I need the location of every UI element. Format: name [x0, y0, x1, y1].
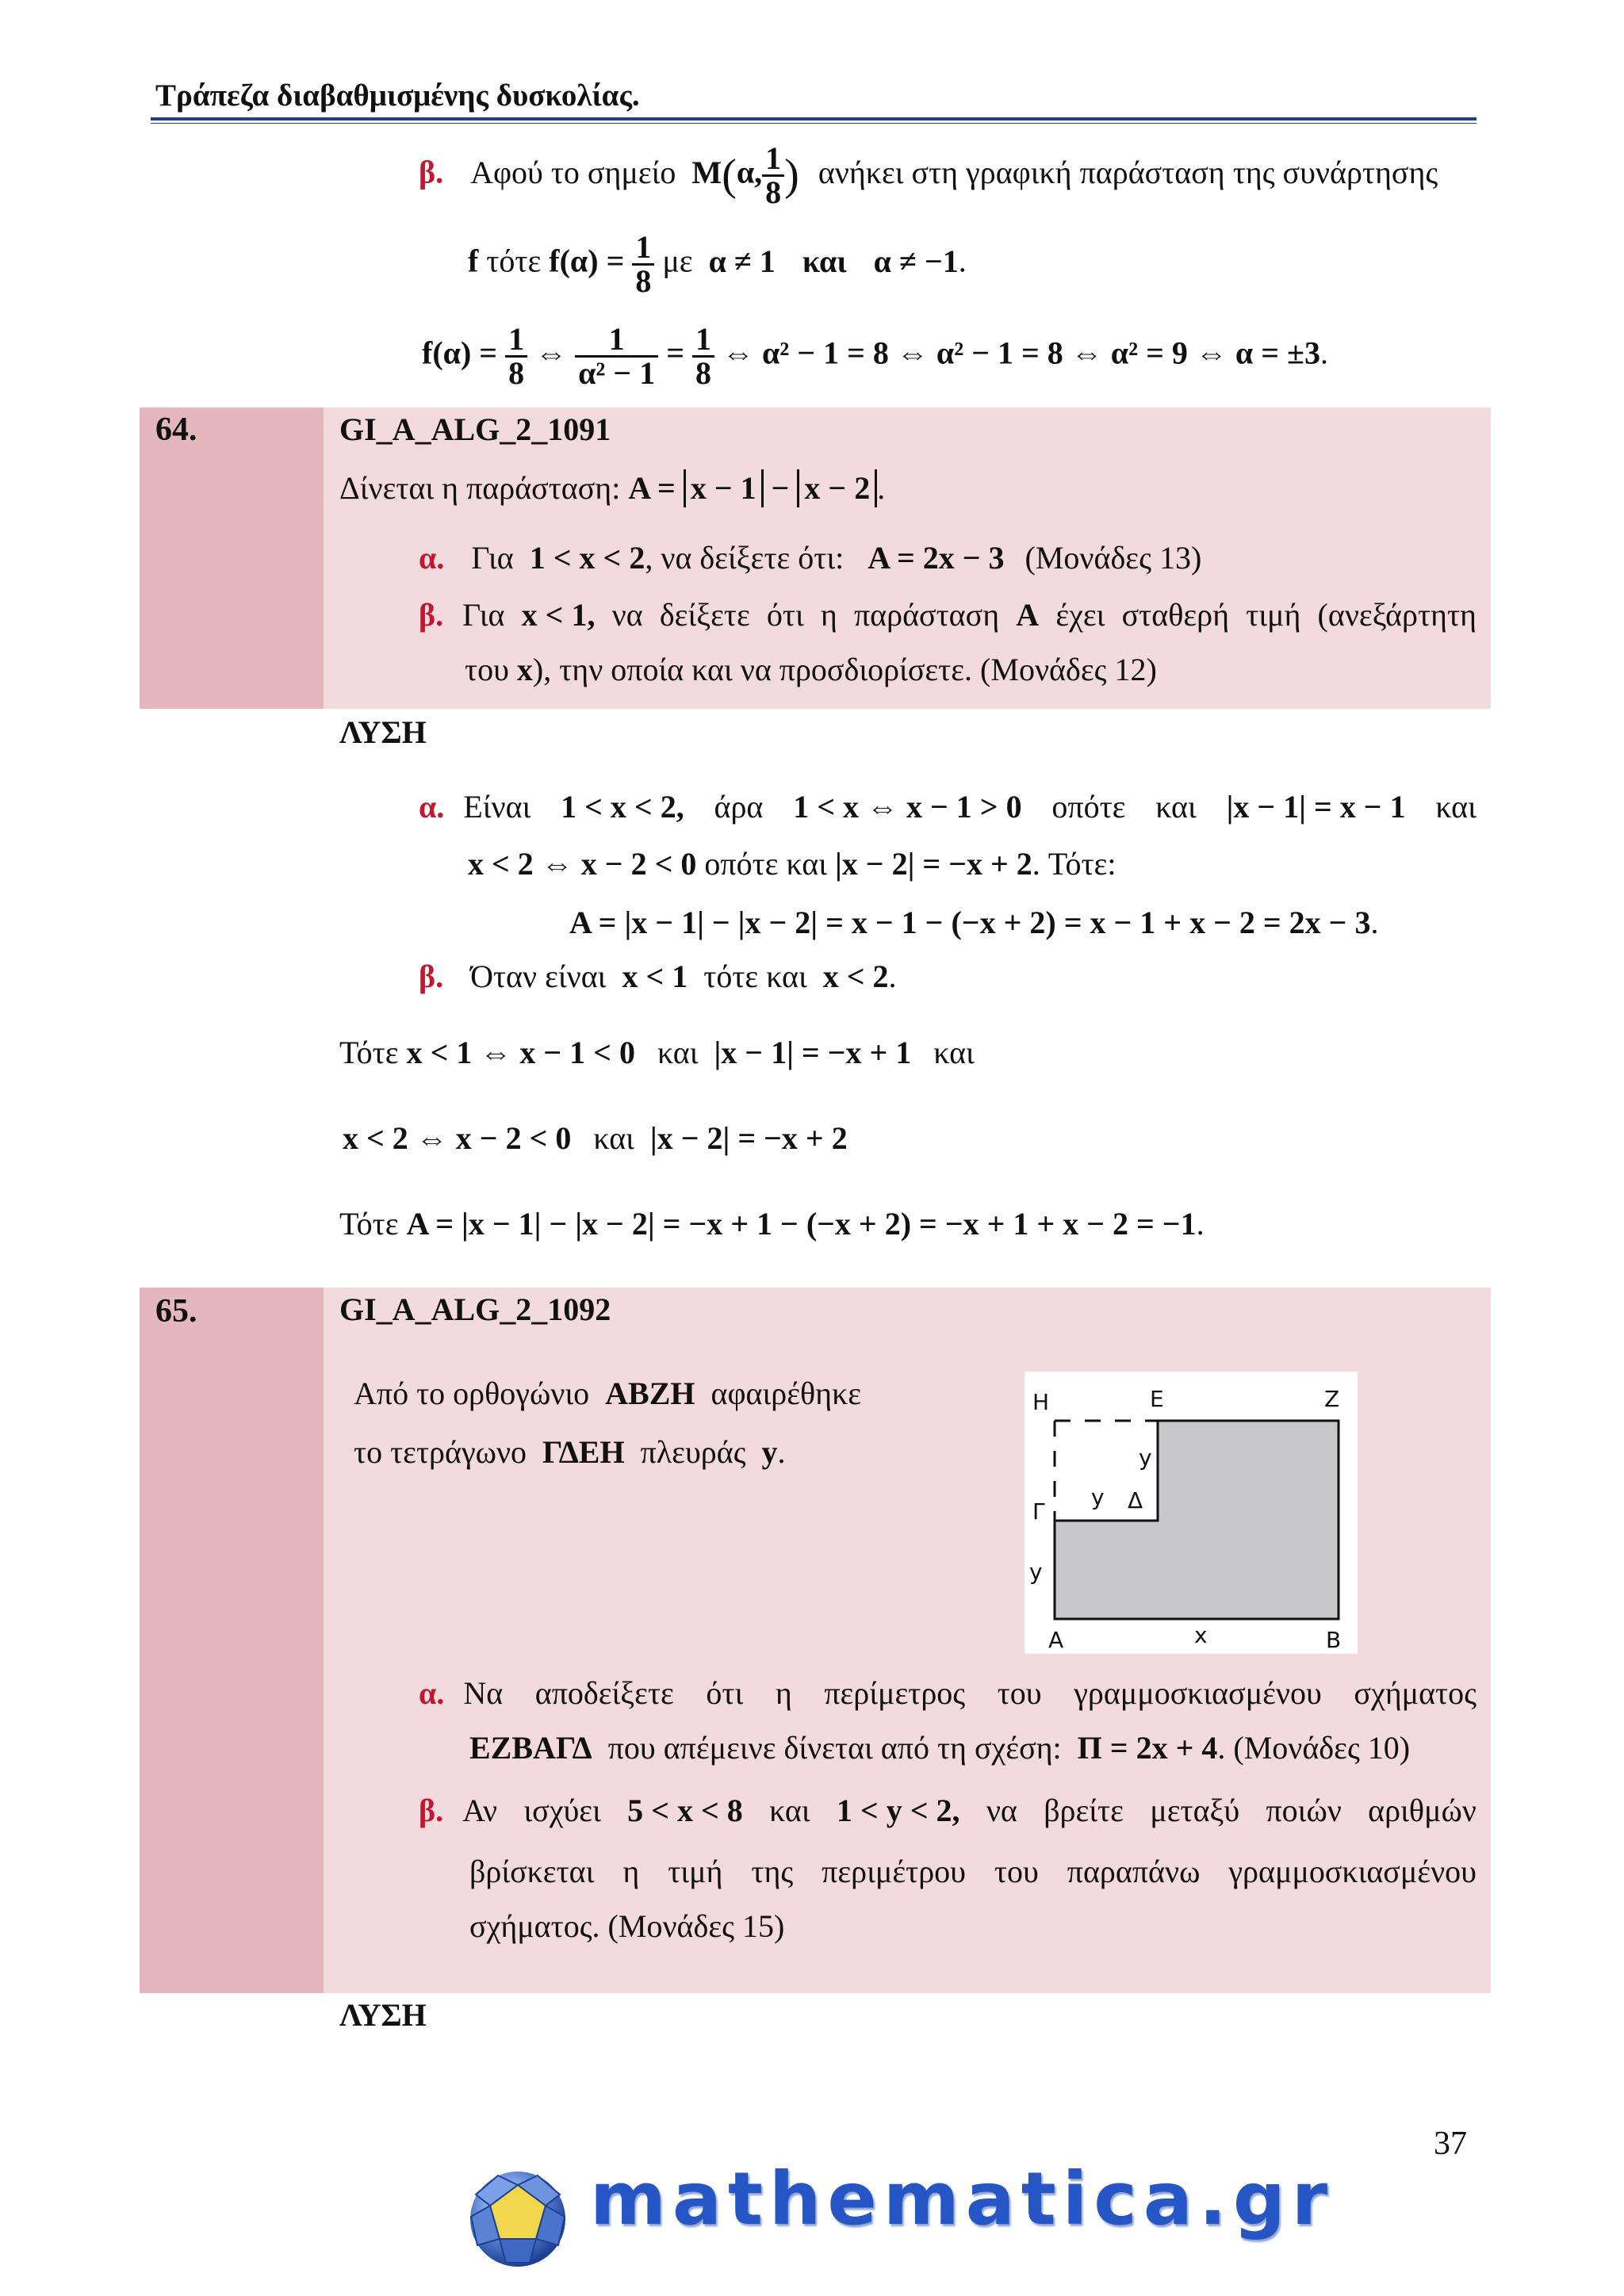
label-y-square-side: y [1139, 1445, 1152, 1471]
sol64-line7: Τότε A = |x − 1| − |x − 2| = −x + 1 − (−x + 2) = −x + 1 + x − 2 = −1. [339, 1206, 1205, 1242]
label-y-square-top: y [1091, 1484, 1105, 1510]
label-Z: Ζ [1324, 1386, 1340, 1412]
ex65-part-b: β. Αν ισχύει 5 < x < 8 και 1 < y < 2, να βρείτε μεταξύ ποιών αριθμών βρίσκεται η τιμή της περιμέτρου του παραπάνω γραμμοσκιασμένου σχήματος. (Μονάδες 15) [419, 1793, 1477, 1944]
shaded-region [1055, 1421, 1339, 1619]
ex64-part-b: β. Για x < 1, να δείξετε ότι η παράσταση A έχει σταθερή τιμή (ανεξάρτητη του x), την οποία και να προσδιορίσετε. (Μονάδες 12) [419, 597, 1477, 687]
sol64-line5: Τότε x < 1 ⇔ x − 1 < 0 και |x − 1| = −x + 1 και [339, 1035, 975, 1070]
ex65-number: 65. [155, 1293, 197, 1330]
ex64-number-cell [140, 408, 324, 709]
ex64-number: 64. [155, 411, 197, 448]
sol64-line6: x < 2 ⇔ x − 2 < 0 και |x − 2| = −x + 2 [343, 1120, 848, 1156]
label-H: Η [1032, 1389, 1050, 1415]
sol64-a-line2: x < 2 ⇔ x − 2 < 0 οπότε και |x − 2| = −x + 2. Τότε: [468, 846, 1116, 882]
figure-svg [1025, 1372, 1358, 1654]
sol64-b-line: β. Όταν είναι x < 1 τότε και x < 2. [419, 959, 897, 994]
ex65-number-cell [140, 1288, 324, 1993]
prev-beta-line2: f τότε f(α) = $\frac{1}{8}$ με α ≠ 1 και α ≠ −1. [468, 229, 967, 299]
ex65-intro2: το τετράγωνο ΓΔΕΗ πλευράς y. [354, 1434, 786, 1470]
sol64-title: ΛΥΣΗ [339, 714, 427, 750]
label-y-left: y [1029, 1559, 1043, 1585]
sol65-title: ΛΥΣΗ [339, 1997, 427, 2033]
header-rule [151, 117, 1477, 121]
label-D: Δ [1128, 1487, 1143, 1513]
header-rule-thin [151, 123, 1477, 124]
sol64-a-line3: A = |x − 1| − |x − 2| = x − 1 − (−x + 2) = x − 1 + x − 2 = 2x − 3. [569, 905, 1379, 940]
label-x: x [1194, 1622, 1208, 1648]
ex65-part-a: α. Να αποδείξετε ότι η περίμετρος του γραμμοσκιασμένου σχήματος ΕΖΒΑΓΔ που απέμεινε δίνεται από τη σχέση: Π = 2x + 4. (Μονάδες 10) [419, 1675, 1477, 1766]
ex65-intro1: Από το ορθογώνιο ΑΒΖΗ αφαιρέθηκε [354, 1376, 862, 1411]
label-G: Γ [1032, 1498, 1045, 1525]
sol64-a-line1: α. Είναι 1 < x < 2, άρα 1 < x ⇔ x − 1 > 0 οπότε και |x − 1| = x − 1 και [419, 789, 1477, 825]
prev-beta-line3: f(α) = $\frac{1}{8}$ ⇔ $\frac{1}{\text{α² − 1}}$ = $\frac{1}{8}$ ⇔ α² − 1 = 8 ⇔ α² − 1 = 8 ⇔ α² = 9 ⇔ α = ±3. [422, 321, 1328, 391]
ex64-part-a: α. Για 1 < x < 2, να δείξετε ότι: A = 2x − 3 (Μονάδες 13) [419, 540, 1202, 576]
logo-text[interactable]: mathematica.gr [590, 2156, 1335, 2241]
label-B: Β [1326, 1627, 1342, 1653]
ex65-code: GI_A_ALG_2_1092 [339, 1292, 611, 1327]
ex64-code: GI_A_ALG_2_1091 [339, 411, 611, 447]
ex64-intro: Δίνεται η παράσταση: A = x − 1 − x − 2 . [339, 470, 886, 506]
label-E: Ε [1150, 1386, 1164, 1412]
logo-icon [466, 2168, 569, 2271]
prev-beta-line1: β. Αφού το σημείο Μ(α, $\frac{1}{8}$ ) ανήκει στη γραφική παράσταση της συνάρτησης [419, 140, 1438, 210]
page-number: 37 [1434, 2126, 1467, 2162]
label-A: Α [1048, 1627, 1064, 1653]
rectangle-figure [1025, 1372, 1358, 1654]
fraction-1-8: $\frac{1}{8}$ [762, 143, 784, 209]
page-header: Τράπεζα διαβαθμισμένης δυσκολίας. [155, 78, 640, 113]
